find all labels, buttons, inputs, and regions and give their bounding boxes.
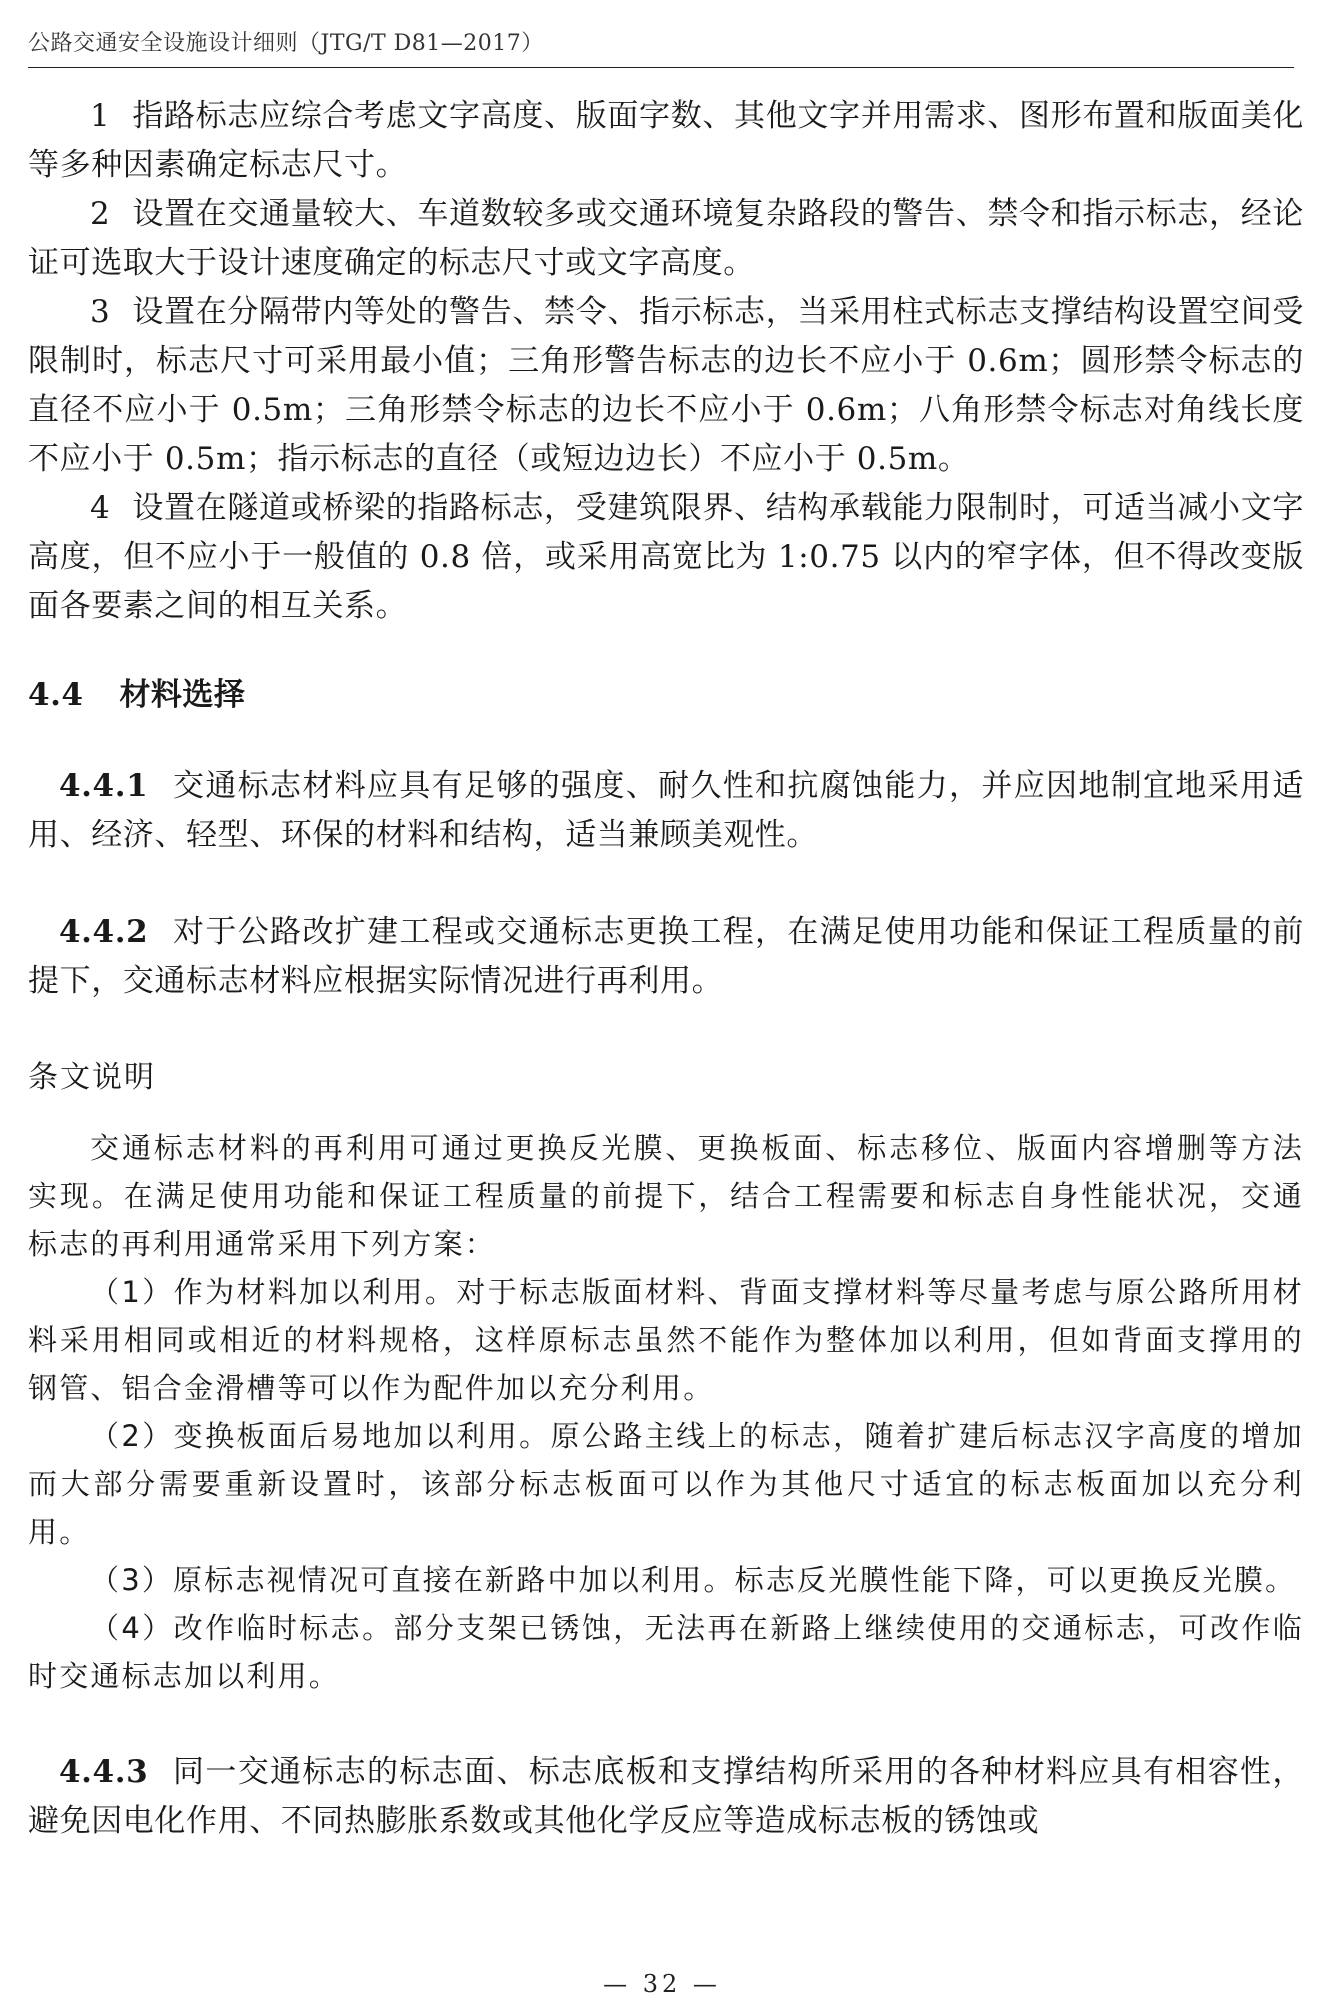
section-number: 4.4: [28, 677, 84, 713]
section-heading: [28, 671, 1304, 720]
clause-text: 对于公路改扩建工程或交通标志更换工程，在满足使用功能和保证工程质量的前提下，交通标志材料应根据实际情况进行再利用。: [28, 914, 1304, 999]
clause-4-4-2: [28, 908, 1304, 1006]
explanation-paragraph: （3）原标志视情况可直接在新路中加以利用。标志反光膜性能下降，可以更换反光膜。: [90, 1563, 1297, 1597]
clause-number: 4.4.1: [59, 768, 149, 804]
explanation-paragraph: （2）变换板面后易地加以利用。原公路主线上的标志，随着扩建后标志汉字高度的增加而大部分需要重新设置时，该部分标志板面可以作为其他尺寸适宜的标志板面加以充分利用。: [28, 1419, 1304, 1549]
running-header: 公路交通安全设施设计细则（JTG/T D81—2017）: [28, 26, 1294, 68]
list-item: [28, 484, 1304, 631]
list-item: [28, 190, 1304, 288]
item-text: 设置在分隔带内等处的警告、禁令、指示标志，当采用柱式标志支撑结构设置空间受限制时，标志尺寸可采用最小值；三角形警告标志的边长不应小于 0.6m；圆形禁令标志的直径不应小于 0.5m；三角形禁令标志的边长不应小于 0.6m；八角形禁令标志对角线长度不应小于 0.5m；指示标志的直径（或短边边长）不应小于 0.5m。: [28, 294, 1304, 477]
item-number: 1: [90, 98, 111, 134]
explanation-heading: 条文说明: [28, 1060, 156, 1095]
clause-4-4-3: [28, 1748, 1304, 1846]
list-item: [28, 92, 1304, 190]
clause-number: 4.4.2: [59, 914, 149, 950]
section-title: 材料选择: [119, 677, 246, 713]
clause-text: 交通标志材料应具有足够的强度、耐久性和抗腐蚀能力，并应因地制宜地采用适用、经济、轻型、环保的材料和结构，适当兼顾美观性。: [28, 768, 1304, 853]
item-number: 2: [90, 196, 111, 232]
explanation-paragraph: （1）作为材料加以利用。对于标志版面材料、背面支撑材料等尽量考虑与原公路所用材料采用相同或相近的材料规格，这样原标志虽然不能作为整体加以利用，但如背面支撑用的钢管、铝合金滑槽等可以作为配件加以充分利用。: [28, 1275, 1304, 1405]
page-body: [28, 92, 1304, 1846]
clause-text: 同一交通标志的标志面、标志底板和支撑结构所采用的各种材料应具有相容性，避免因电化作用、不同热膨胀系数或其他化学反应等造成标志板的锈蚀或: [28, 1754, 1304, 1839]
clause-4-4-1: [28, 762, 1304, 860]
clause-number: 4.4.3: [59, 1754, 149, 1790]
explanation-paragraph: （4）改作临时标志。部分支架已锈蚀，无法再在新路上继续使用的交通标志，可改作临时交通标志加以利用。: [28, 1611, 1304, 1693]
item-text: 设置在交通量较大、车道数较多或交通环境复杂路段的警告、禁令和指示标志，经论证可选取大于设计速度确定的标志尺寸或文字高度。: [28, 196, 1304, 281]
item-text: 设置在隧道或桥梁的指路标志，受建筑限界、结构承载能力限制时，可适当减小文字高度，但不应小于一般值的 0.8 倍，或采用高宽比为 1:0.75 以内的窄字体，但不得改变版面各要素之间的相互关系。: [28, 490, 1304, 624]
item-number: 4: [90, 490, 111, 526]
item-text: 指路标志应综合考虑文字高度、版面字数、其他文字并用需求、图形布置和版面美化等多种因素确定标志尺寸。: [28, 98, 1304, 183]
list-item: [28, 288, 1304, 484]
page-number: — 32 —: [603, 1970, 721, 1998]
item-number: 3: [90, 294, 111, 330]
explanation-paragraph: 交通标志材料的再利用可通过更换反光膜、更换板面、标志移位、版面内容增删等方法实现。在满足使用功能和保证工程质量的前提下，结合工程需要和标志自身性能状况，交通标志的再利用通常采用下列方案：: [28, 1131, 1304, 1261]
